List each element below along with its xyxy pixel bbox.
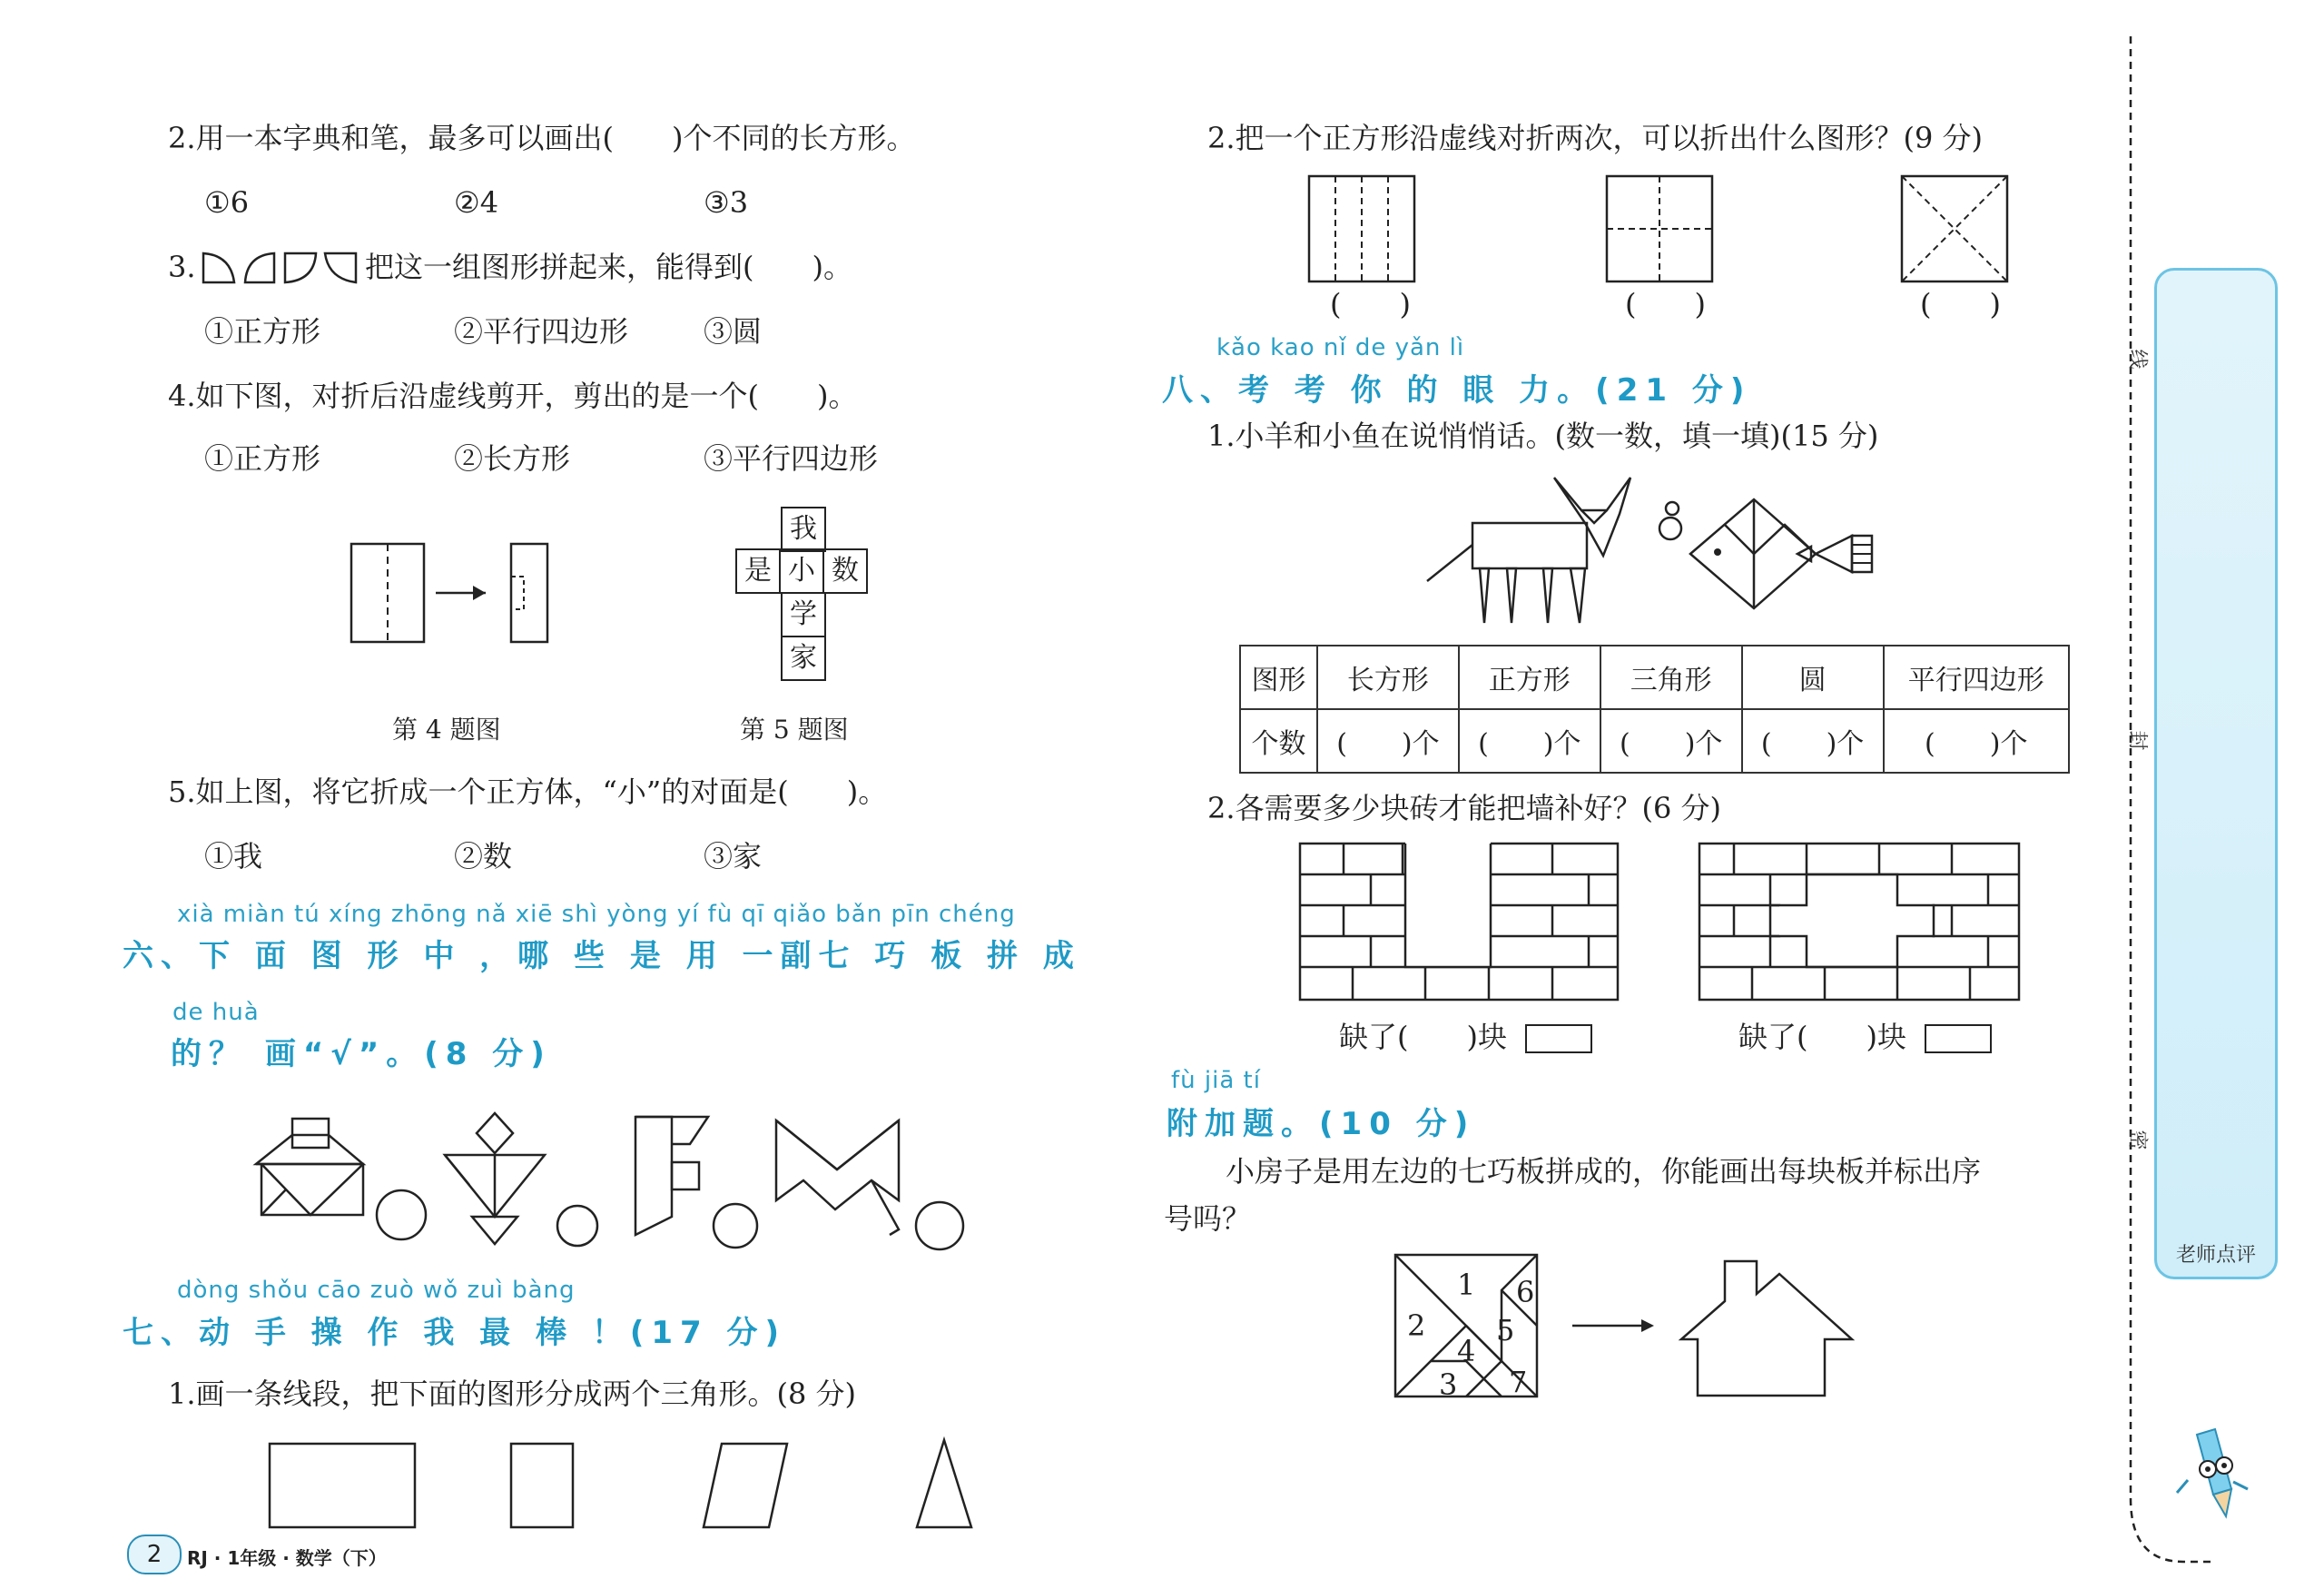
right-q2-text: 2.把一个正方形沿虚线对折两次，可以折出什么图形？(9 分) — [1207, 121, 1984, 155]
bonus-title: 附加题。(10 分) — [1167, 1106, 1476, 1142]
fig4-fold-cut-diagram — [350, 540, 558, 649]
fold-answer-3: ( ) — [1920, 287, 2001, 321]
net-cell-right: 数 — [822, 548, 868, 594]
bonus-text-line1: 小房子是用左边的七巧板拼成的，你能画出每块板并标出序 — [1226, 1154, 1982, 1189]
tangram-num-7: 7 — [1509, 1365, 1528, 1399]
shape-count-table — [1239, 645, 2070, 774]
net-cell-left: 是 — [735, 548, 781, 594]
footer-text: RJ · 1年级 · 数学（下） — [187, 1547, 387, 1569]
sec8-title: 八、考 考 你 的 眼 力。(21 分) — [1162, 372, 1752, 409]
goat-and-fish-figure — [1425, 472, 1897, 627]
binding-mark-secret: 密 — [2125, 1130, 2149, 1150]
q3-option-1: ①正方形 — [204, 314, 321, 349]
q3-shape-pieces — [202, 250, 365, 286]
q4-option-2: ②长方形 — [454, 441, 571, 476]
sec6-title-line2: 的？ 画“√”。(8 分) — [171, 1036, 552, 1072]
house-outline — [1679, 1258, 1856, 1398]
cube-net — [735, 507, 872, 679]
q3-number: 3. — [168, 250, 196, 284]
net-cell-top: 我 — [781, 507, 826, 552]
count-blank-cell[interactable]: ( )个 — [1459, 709, 1600, 773]
table-header-cell: 长方形 — [1317, 646, 1459, 709]
binding-mark-line: 线 — [2125, 349, 2149, 370]
sec6-pinyin-line1: xià miàn tú xíng zhōng nǎ xiē shì yòng yí fù qī qiǎo bǎn pīn chéng — [177, 901, 1016, 928]
wall1-missing-text: 缺了( )块 — [1339, 1020, 1507, 1054]
tangram-num-5: 5 — [1496, 1313, 1515, 1347]
q2-option-3: ③3 — [704, 185, 749, 220]
brick-walls — [1298, 840, 2034, 1003]
q4-text: 4.如下图，对折后沿虚线剪开，剪出的是一个( )。 — [168, 379, 858, 413]
divide-shapes — [268, 1435, 994, 1535]
table-header-cell: 图形 — [1240, 646, 1317, 709]
sec8-pinyin: kǎo kao nǐ de yǎn lì — [1216, 334, 1465, 361]
tangram-figures — [254, 1108, 962, 1253]
q3-text: 把这一组图形拼起来，能得到( )。 — [365, 250, 852, 284]
q4-option-3: ③平行四边形 — [704, 441, 879, 476]
table-header-cell: 三角形 — [1600, 646, 1742, 709]
table-header-cell: 平行四边形 — [1884, 646, 2069, 709]
wall2-answer-box[interactable] — [1925, 1024, 1992, 1053]
count-blank-cell[interactable]: ( )个 — [1884, 709, 2069, 773]
sec6-pinyin-line2: de huà — [172, 999, 260, 1026]
bonus-pinyin: fù jiā tí — [1171, 1067, 1261, 1094]
tangram-num-2: 2 — [1407, 1308, 1426, 1343]
table-row — [1240, 709, 2069, 773]
q2b-text: 2.各需要多少块砖才能把墙补好？(6 分) — [1207, 791, 1722, 825]
fold-answer-1: ( ) — [1330, 287, 1411, 321]
count-blank-cell[interactable]: ( )个 — [1317, 709, 1459, 773]
page-number-badge — [127, 1535, 182, 1574]
arrow-to-house — [1571, 1317, 1657, 1335]
q5-option-2: ②数 — [454, 839, 513, 873]
page-number: 2 — [146, 1541, 162, 1568]
q3-option-3: ③圆 — [704, 314, 763, 349]
net-cell-bottom: 家 — [781, 636, 826, 681]
q2-option-2: ②4 — [454, 185, 499, 220]
sec7-pinyin: dòng shǒu cāo zuò wǒ zuì bàng — [177, 1277, 576, 1304]
net-cell-below: 学 — [781, 592, 826, 637]
q3-option-2: ②平行四边形 — [454, 314, 629, 349]
fig5-caption: 第 5 题图 — [740, 715, 849, 745]
binding-mark-seal: 封 — [2125, 730, 2149, 751]
tangram-num-3: 3 — [1439, 1367, 1458, 1402]
sec8-q1-text: 1.小羊和小鱼在说悄悄话。(数一数，填一填)(15 分) — [1207, 419, 1879, 453]
table-row-label: 个数 — [1240, 709, 1317, 773]
sec7-title: 七、动 手 操 作 我 最 棒 ！(17 分) — [123, 1315, 787, 1351]
q2-option-1: ①6 — [204, 185, 250, 220]
q5-option-3: ③家 — [704, 839, 763, 873]
tangram-num-6: 6 — [1516, 1275, 1535, 1309]
sec7-q1-text: 1.画一条线段，把下面的图形分成两个三角形。(8 分) — [168, 1377, 857, 1411]
wall1-answer-box[interactable] — [1525, 1024, 1592, 1053]
teacher-comment-box — [2154, 268, 2278, 1279]
q4-option-1: ①正方形 — [204, 441, 321, 476]
wall2-missing-text: 缺了( )块 — [1738, 1020, 1906, 1054]
net-cell-center: 小 — [779, 548, 824, 594]
q2-text: 2.用一本字典和笔，最多可以画出( )个不同的长方形。 — [168, 121, 916, 155]
pencil-mascot-icon — [2161, 1426, 2260, 1544]
count-blank-cell[interactable]: ( )个 — [1600, 709, 1742, 773]
sec6-title-line1: 六、下 面 图 形 中 ，哪 些 是 用 一副七 巧 板 拼 成 — [123, 938, 1081, 974]
q5-option-1: ①我 — [204, 839, 263, 873]
teacher-comment-label: 老师点评 — [2175, 1244, 2256, 1267]
count-blank-cell[interactable]: ( )个 — [1742, 709, 1884, 773]
bonus-text-line2: 号吗？ — [1164, 1201, 1252, 1236]
fig4-caption: 第 4 题图 — [392, 715, 501, 745]
q5-text: 5.如上图，将它折成一个正方体，“小”的对面是( )。 — [168, 775, 888, 809]
tangram-num-1: 1 — [1457, 1268, 1476, 1302]
tangram-num-4: 4 — [1457, 1334, 1476, 1368]
fold-answer-2: ( ) — [1625, 287, 1706, 321]
table-header-cell: 圆 — [1742, 646, 1884, 709]
table-header-row — [1240, 646, 2069, 709]
table-header-cell: 正方形 — [1459, 646, 1600, 709]
fold-squares — [1307, 173, 2015, 286]
